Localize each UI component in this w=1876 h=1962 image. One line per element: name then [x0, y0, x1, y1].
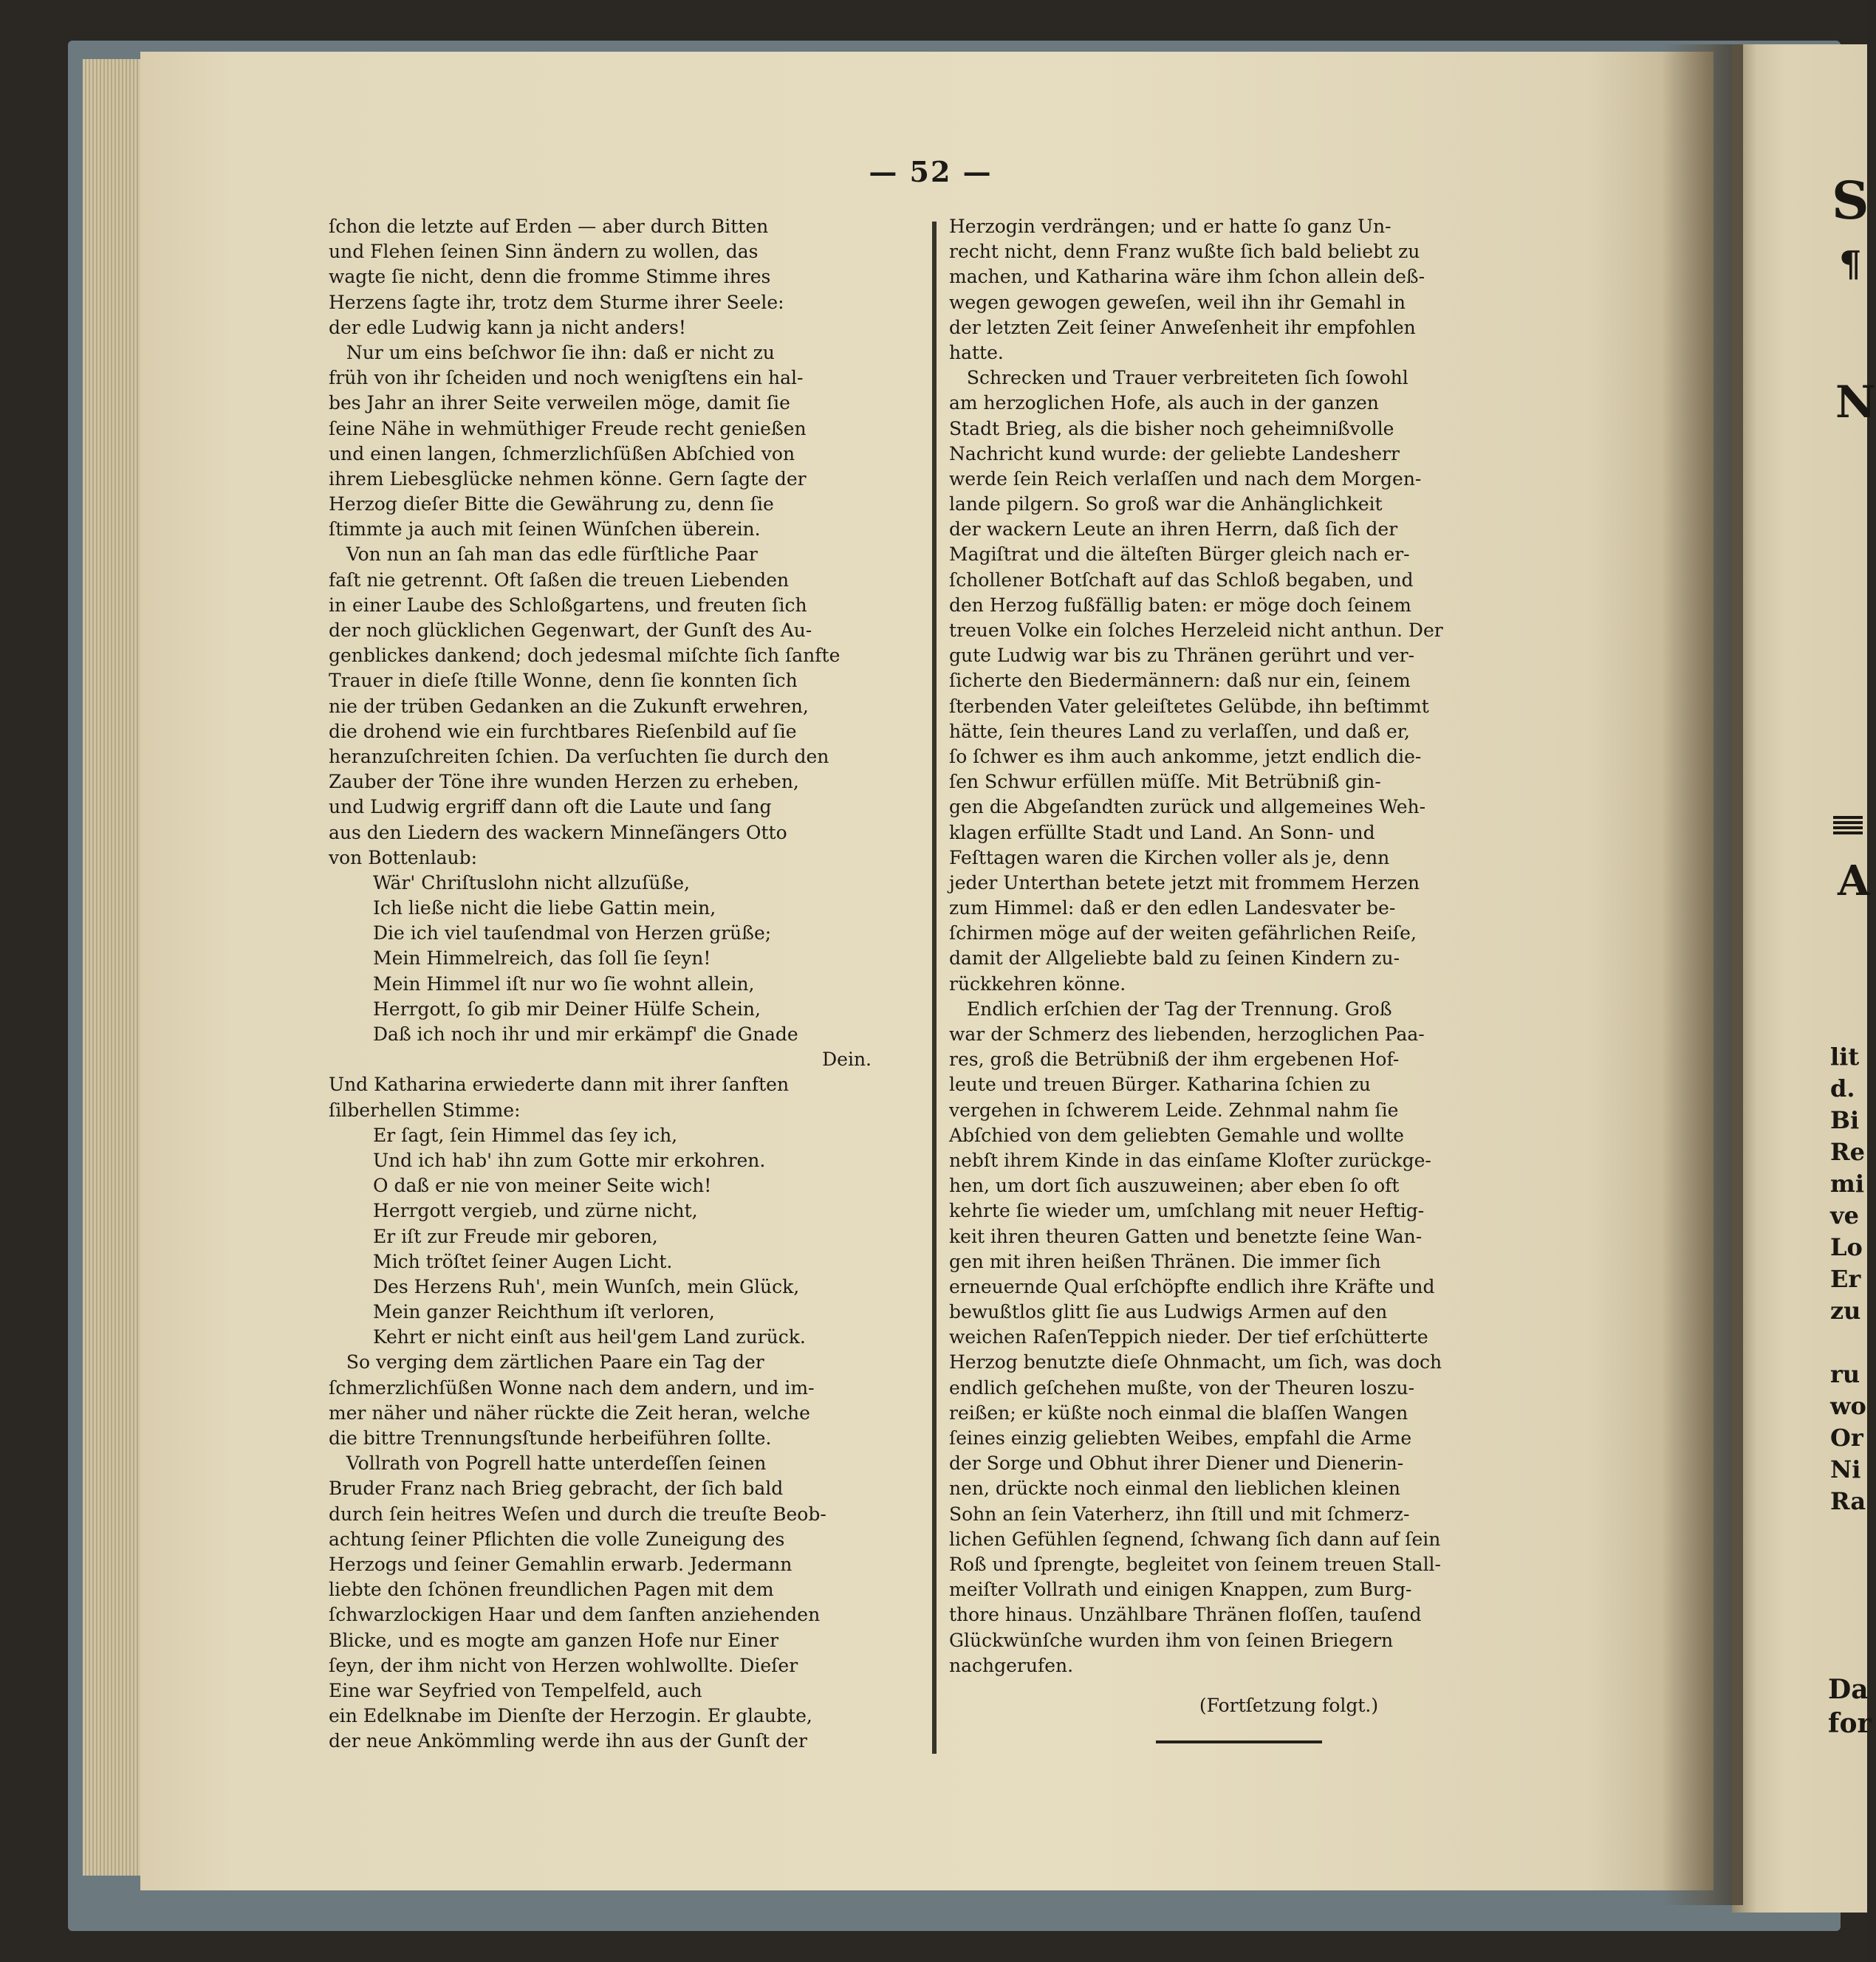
text-line: lande pilgern. So groß war die Anhänglichkeit: [949, 493, 1383, 515]
text-line: klagen erfüllte Stadt und Land. An Sonn- und: [949, 821, 1375, 843]
text-line: war der Schmerz des liebenden, herzoglichen Paa-: [949, 1023, 1425, 1045]
text-line: Schrecken und Trauer verbreiteten ſich ſowohl: [949, 367, 1408, 389]
text-line: ſtimmte ja auch mit ſeinen Wünſchen überein.: [329, 518, 761, 541]
text-line: am herzoglichen Hofe, als auch in der ganzen: [949, 392, 1379, 414]
text-line: ſo ſchwer es ihm auch ankomme, jetzt endlich die-: [949, 745, 1422, 767]
verse-line: O daß er nie von meiner Seite wich!: [373, 1175, 712, 1197]
text-line: Zauber der Töne ihre wunden Herzen zu erheben,: [329, 771, 799, 793]
text-line: gen die Abgeſandten zurück und allgemeines Weh-: [949, 796, 1426, 818]
verse-line-end: Dein.: [822, 1049, 872, 1071]
text-line: recht nicht, denn Franz wußte ſich bald beliebt zu: [949, 241, 1420, 263]
verse-line: Kehrt er nicht einſt aus heil'gem Land zurück.: [373, 1326, 806, 1348]
text-line: ſen Schwur erfüllen müſſe. Mit Betrübniß gin-: [949, 771, 1381, 793]
verse-line: Daß ich noch ihr und mir erkämpf' die Gnade: [373, 1023, 798, 1045]
text-line: jeder Unterthan betete jetzt mit frommem Herzen: [949, 871, 1420, 893]
left-prose-block: [329, 214, 923, 871]
text-line: mer näher und näher rückte die Zeit heran, welche: [329, 1402, 810, 1424]
text-line: hen, um dort ſich auszuweinen; aber eben ſo oft: [949, 1175, 1400, 1197]
right-page-fragment-line: lit: [1830, 1043, 1860, 1071]
text-line: aus den Liedern des wackern Minneſängers Otto: [329, 821, 787, 843]
column-divider-rule: [932, 222, 937, 1754]
text-line: So verging dem zärtlichen Paare ein Tag der: [329, 1351, 764, 1373]
right-page-fragment-line: ru: [1830, 1360, 1860, 1388]
text-line: Blicke, und es mogte am ganzen Hofe nur Einer: [329, 1629, 779, 1651]
continuation-note: (Fortſetzung folgt.): [1199, 1694, 1379, 1716]
text-line: weichen RaſenTeppich nieder. Der tief erſchütterte: [949, 1326, 1428, 1348]
text-line: Herzogin verdrängen; und er hatte ſo ganz Un-: [949, 216, 1391, 237]
text-line: bewußtlos glitt ſie aus Ludwigs Armen auf den: [949, 1301, 1388, 1323]
text-line: den Herzog fußfällig baten: er möge doch ſeinem: [949, 594, 1411, 616]
verse-katharina: [329, 1123, 923, 1351]
text-line: Herzens ſagte ihr, trotz dem Sturme ihrer Seele:: [329, 291, 784, 313]
text-line: Und Katharina erwiederte dann mit ihrer ſanften: [329, 1074, 790, 1096]
text-line: machen, und Katharina wäre ihm ſchon allein deß-: [949, 266, 1425, 288]
left-mid-block: [329, 1072, 923, 1122]
text-line: ſchmerzlichſüßen Wonne nach dem andern, und im-: [329, 1376, 815, 1399]
text-line: zum Himmel: daß er den edlen Landesvater be-: [949, 897, 1396, 919]
text-line: ſchon die letzte auf Erden — aber durch Bitten: [329, 216, 769, 237]
text-line: thore hinaus. Unzählbare Thränen floſſen, tauſend: [949, 1604, 1422, 1626]
right-page-fragment-second: ¶: [1839, 244, 1862, 285]
right-page-fragment-fourth: A: [1838, 857, 1870, 905]
text-line: Sohn an ſein Vaterherz, ihn ſtill und mit ſchmerz-: [949, 1503, 1410, 1525]
text-line: der letzten Zeit ſeiner Anweſenheit ihr empfohlen: [949, 316, 1416, 338]
text-line: hätte, ſein theures Land zu verlaſſen, und daß er,: [949, 720, 1410, 742]
verse-line: Die ich viel tauſendmal von Herzen grüße;: [373, 922, 772, 944]
text-line: Vollrath von Pogrell hatte unterdeſſen ſeinen: [329, 1452, 767, 1475]
text-line: ſeine Nähe in wehmüthiger Freude recht genießen: [329, 417, 807, 439]
right-page-ornament: [1833, 816, 1863, 835]
right-page-fragment-line: Bi: [1830, 1106, 1860, 1134]
text-line: genblickes dankend; doch jedesmal miſchte ſich ſanfte: [329, 645, 841, 667]
text-line: Endlich erſchien der Tag der Trennung. Groß: [949, 998, 1392, 1020]
right-page-fragment-line: ve: [1830, 1201, 1859, 1229]
right-page-fragment-lines: [1830, 1041, 1866, 1517]
text-line: Herzog benutzte dieſe Ohnmacht, um ſich, was doch: [949, 1351, 1442, 1373]
text-line: Herzog dieſer Bitte die Gewährung zu, denn ſie: [329, 493, 774, 515]
right-page-fragment-line: d.: [1830, 1074, 1855, 1102]
text-line: der wackern Leute an ihren Herrn, daß ſich der: [949, 518, 1398, 541]
text-line: kehrte ſie wieder um, umſchlang mit neuer Heftig-: [949, 1200, 1425, 1222]
verse-line: Und ich hab' ihn zum Gotte mir erkohren.: [373, 1149, 766, 1171]
verse-line: Herrgott, ſo gib mir Deiner Hülfe Schein,: [373, 998, 761, 1020]
end-rule: [1156, 1740, 1322, 1743]
text-line: von Bottenlaub:: [329, 846, 478, 868]
text-line: leute und treuen Bürger. Katharina ſchien zu: [949, 1074, 1371, 1096]
text-line: ein Edelknabe im Dienſte der Herzogin. Er glaubte,: [329, 1705, 812, 1727]
text-line: nie der trüben Gedanken an die Zukunft erwehren,: [329, 695, 809, 717]
verse-line: Mein Himmel iſt nur wo ſie wohnt allein,: [373, 973, 755, 995]
verse-line: Herrgott vergieb, und zürne nicht,: [373, 1200, 698, 1222]
text-line: ſchirmen möge auf der weiten gefährlichen Reiſe,: [949, 922, 1417, 944]
text-line: res, groß die Betrübniß der ihm ergebenen Hof-: [949, 1049, 1400, 1071]
text-line: nen, drückte noch einmal den lieblichen kleinen: [949, 1478, 1401, 1500]
text-line: Nur um eins beſchwor ſie ihn: daß er nicht zu: [329, 341, 775, 363]
text-line: ſchollener Botſchaft auf das Schloß begaben, und: [949, 569, 1414, 591]
text-line: faſt nie getrennt. Oft ſaßen die treuen Liebenden: [329, 569, 790, 591]
left-end-block: [329, 1350, 923, 1754]
text-line: Stadt Brieg, als die bisher noch geheimnißvolle: [949, 417, 1394, 439]
right-page-fragment-line: zu: [1830, 1297, 1861, 1325]
text-line: Von nun an ſah man das edle fürſtliche Paar: [329, 543, 758, 566]
text-line: durch ſein heitres Weſen und durch die treuſte Beob-: [329, 1503, 826, 1525]
text-line: liebte den ſchönen freundlichen Pagen mit dem: [329, 1579, 774, 1601]
text-line: ſchwarzlockigen Haar und dem ſanften anziehenden: [329, 1604, 821, 1626]
text-line: damit der Allgeliebte bald zu ſeinen Kindern zu-: [949, 947, 1400, 970]
text-line: lichen Gefühlen ſegnend, ſchwang ſich dann auf ſein: [949, 1528, 1441, 1550]
text-line: Nachricht kund wurde: der geliebte Landesherr: [949, 442, 1400, 464]
text-line: wegen gewogen geweſen, weil ihn ihr Gemahl in: [949, 291, 1406, 313]
verse-line: Er ſagt, ſein Himmel das ſey ich,: [373, 1124, 678, 1146]
text-line: ſilberhellen Stimme:: [329, 1099, 521, 1121]
right-prose-block: [949, 214, 1540, 1678]
text-line: reißen; er küßte noch einmal die blaſſen Wangen: [949, 1402, 1408, 1424]
text-line: und Ludwig ergriff dann oft die Laute und ſang: [329, 796, 772, 818]
text-line: endlich geſchehen mußte, von der Theuren loszu-: [949, 1376, 1415, 1399]
right-page-fragment-top: S: [1832, 170, 1869, 231]
text-line: wagte ſie nicht, denn die fromme Stimme ihres: [329, 266, 771, 288]
right-page: [1732, 44, 1870, 1913]
text-line: heranzuſchreiten ſchien. Da verſuchten ſie durch den: [329, 745, 829, 767]
text-line: ſicherte den Biedermännern: daß nur ein, ſeinem: [949, 670, 1411, 692]
text-line: Eine war Seyfried von Tempelfeld, auch: [329, 1679, 702, 1701]
right-page-fragment-line: Er: [1830, 1265, 1861, 1293]
right-page-fragment-line: mi: [1830, 1170, 1865, 1198]
right-page-fragment-line: Or: [1830, 1424, 1863, 1452]
text-line: Feſttagen waren die Kirchen voller als je, denn: [949, 846, 1390, 868]
text-line: hatte.: [949, 341, 1004, 363]
text-line: Roß und ſprengte, begleitet von ſeinem treuen Stall-: [949, 1553, 1442, 1575]
text-line: in einer Laube des Schloßgartens, und freuten ſich: [329, 594, 807, 616]
right-page-fragment-line: Ra: [1830, 1487, 1866, 1515]
text-line: der edle Ludwig kann ja nicht anders!: [329, 316, 686, 338]
text-line: ſeyn, der ihm nicht von Herzen wohlwollte. Dieſer: [329, 1654, 798, 1676]
book-gutter-shadow: [1662, 44, 1743, 1905]
page-number: — 52 —: [869, 155, 993, 188]
text-line: meiſter Vollrath und einigen Knappen, zum Burg-: [949, 1579, 1412, 1601]
text-line: die bittre Trennungsſtunde herbeiführen ſollte.: [329, 1427, 772, 1449]
text-line: treuen Volke ein ſolches Herzeleid nicht anthun. Der: [949, 620, 1443, 641]
text-line: der neue Ankömmling werde ihn aus der Gunſt der: [329, 1730, 807, 1752]
verse-line: Er iſt zur Freude mir geboren,: [373, 1225, 658, 1247]
text-line: die drohend wie ein furchtbares Rieſenbild auf ſie: [329, 720, 797, 742]
verse-line: Mein Himmelreich, das ſoll ſie ſeyn!: [373, 947, 711, 970]
right-page-fragment-bottom: Da for: [1828, 1674, 1872, 1739]
text-line: bes Jahr an ihrer Seite verweilen möge, damit ſie: [329, 392, 790, 414]
verse-line: Ich ließe nicht die liebe Gattin mein,: [373, 897, 716, 919]
text-line: der Sorge und Obhut ihrer Diener und Dienerin-: [949, 1452, 1404, 1475]
text-line: nebſt ihrem Kinde in das einſame Kloſter zurückge-: [949, 1149, 1431, 1171]
text-line: achtung ſeiner Pflichten die volle Zuneigung des: [329, 1528, 785, 1550]
text-line: früh von ihr ſcheiden und noch wenigſtens ein hal-: [329, 367, 804, 389]
left-text-column: [329, 214, 923, 1754]
right-page-fragment-line: Lo: [1830, 1233, 1863, 1261]
text-line: gen mit ihren heißen Thränen. Die immer ſich: [949, 1250, 1381, 1272]
text-line: Abſchied von dem geliebten Gemahle und wollte: [949, 1124, 1404, 1146]
right-page-fragment-line: Re: [1830, 1138, 1865, 1166]
text-line: der noch glücklichen Gegenwart, der Gunſt des Au-: [329, 620, 812, 641]
right-page-fragment-line: wo: [1830, 1392, 1866, 1420]
text-line: Magiſtrat und die älteſten Bürger gleich nach er-: [949, 543, 1410, 566]
text-line: rückkehren könne.: [949, 973, 1126, 995]
right-page-fragment-third: N: [1835, 377, 1876, 428]
text-line: werde ſein Reich verlaſſen und nach dem Morgen-: [949, 467, 1422, 490]
verse-line: Mich tröſtet ſeiner Augen Licht.: [373, 1250, 673, 1272]
right-page-fragment-line: [1830, 1327, 1866, 1359]
text-line: Bruder Franz nach Brieg gebracht, der ſich bald: [329, 1478, 784, 1500]
verse-line: Mein ganzer Reichthum iſt verloren,: [373, 1301, 715, 1323]
right-page-fragment-line: Ni: [1830, 1455, 1861, 1483]
text-line: Glückwünſche wurden ihm von ſeinen Briegern: [949, 1629, 1394, 1651]
verse-otto-von-bottenlaub: [329, 871, 923, 1047]
text-line: keit ihren theuren Gatten und benetzte ſeine Wan-: [949, 1225, 1423, 1247]
text-line: nachgerufen.: [949, 1654, 1074, 1676]
text-line: ihrem Liebesglücke nehmen könne. Gern ſagte der: [329, 467, 807, 490]
text-line: Herzogs und ſeiner Gemahlin erwarb. Jedermann: [329, 1553, 792, 1575]
right-text-column: [949, 214, 1540, 1718]
text-line: erneuernde Qual erſchöpfte endlich ihre Kräfte und: [949, 1275, 1435, 1297]
text-line: und Flehen ſeinen Sinn ändern zu wollen, das: [329, 241, 759, 263]
text-line: gute Ludwig war bis zu Thränen gerührt und ver-: [949, 645, 1415, 667]
text-line: ſterbenden Vater geleiſtetes Gelübde, ihn beſtimmt: [949, 695, 1429, 717]
text-line: Trauer in dieſe ſtille Wonne, denn ſie konnten ſich: [329, 670, 798, 692]
text-line: und einen langen, ſchmerzlichſüßen Abſchied von: [329, 442, 795, 464]
verse-line: Wär' Chriſtuslohn nicht allzuſüße,: [373, 871, 690, 893]
text-line: ſeines einzig geliebten Weibes, empfahl die Arme: [949, 1427, 1412, 1449]
text-line: vergehen in ſchwerem Leide. Zehnmal nahm ſie: [949, 1099, 1399, 1121]
verse-line: Des Herzens Ruh', mein Wunſch, mein Glück,: [373, 1275, 800, 1297]
